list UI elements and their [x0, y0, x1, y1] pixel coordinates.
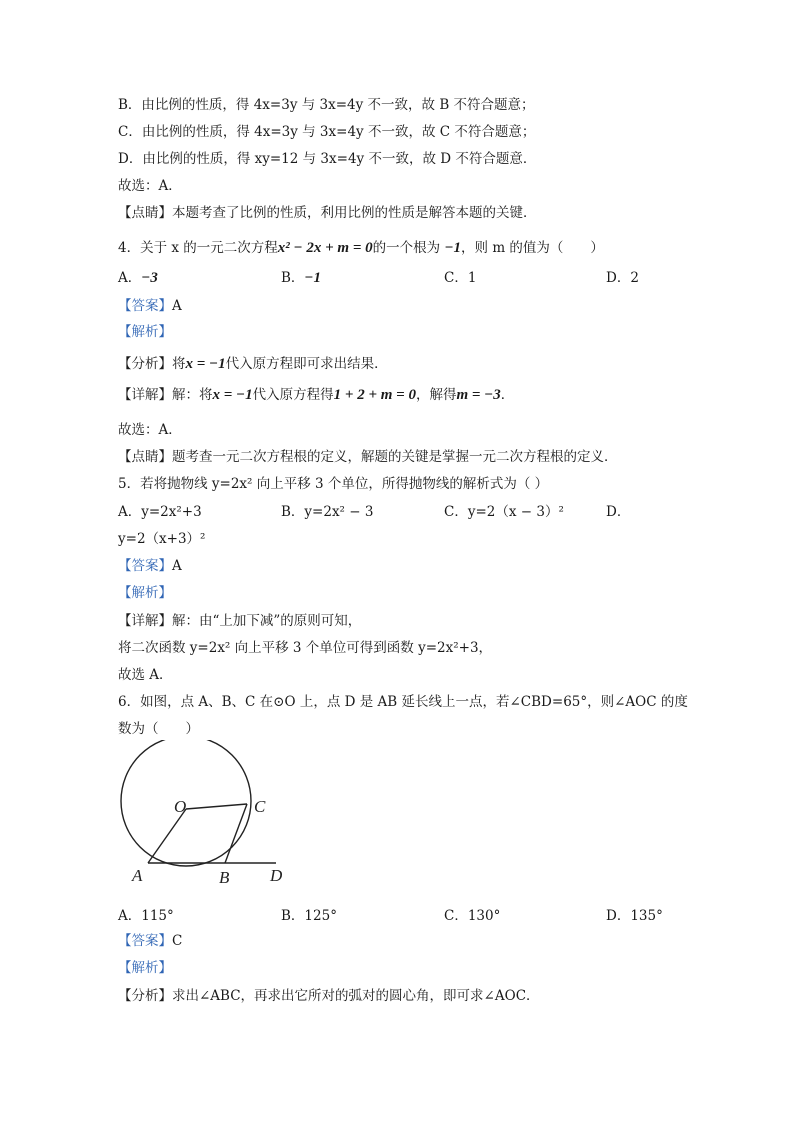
q5-xiangjie: 【详解】解：由“上加下减”的原则可知，	[118, 613, 362, 629]
q4-option-d: D．2	[606, 270, 639, 286]
q4-root: −1	[444, 240, 462, 256]
q4-equation: x² − 2x + m = 0	[277, 240, 373, 256]
circle-diagram	[110, 740, 310, 890]
q4-option-c: C．1	[444, 270, 477, 286]
q4-option-b: B．−1	[281, 270, 322, 286]
q5-answer: 【答案】A	[118, 558, 182, 574]
q4-choose: 故选：A．	[118, 422, 182, 438]
q4-fenxi: 【分析】将x = −1代入原方程即可求出结果．	[118, 356, 388, 372]
q4-option-a: A．−3	[118, 270, 158, 286]
q6-stem-line1: 6．如图，点 A、B、C 在⊙O 上，点 D 是 AB 延长线上一点，若∠CBD=65°，则∠AOC 的度	[118, 694, 688, 710]
segment-bc	[225, 804, 247, 863]
q5-option-d-value: y=2（x+3）²	[118, 531, 206, 547]
solution-line-d: D．由比例的性质，得 xy=12 与 3x=4y 不一致，故 D 不符合题意．	[118, 151, 537, 167]
q6-fenxi: 【分析】求出∠ABC，再求出它所对的弧对的圆心角，即可求∠AOC．	[118, 988, 540, 1004]
label-d: D	[270, 866, 283, 885]
segment-oc	[186, 804, 247, 809]
q4-xiangjie: 【详解】解：将x = −1代入原方程得1 + 2 + m = 0，解得m = −3．	[118, 387, 515, 403]
q4-answer: 【答案】A	[118, 298, 182, 314]
dianjing-line: 【点睛】本题考查了比例的性质，利用比例的性质是解答本题的关键．	[118, 205, 537, 221]
q6-answer: 【答案】C	[118, 933, 183, 949]
q5-option-c: C．y=2（x − 3）²	[444, 504, 564, 520]
q5-analysis-tag: 【解析】	[118, 585, 172, 601]
q6-option-d: D．135°	[606, 908, 663, 924]
label-c: C	[254, 797, 266, 816]
q4-dianjing: 【点睛】题考查一元二次方程根的定义，解题的关键是掌握一元二次方程根的定义．	[118, 449, 618, 465]
label-o: O	[174, 797, 187, 816]
q5-line2: 将二次函数 y=2x² 向上平移 3 个单位可得到函数 y=2x²+3，	[118, 640, 493, 656]
label-a: A	[132, 866, 143, 885]
q5-option-b: B．y=2x² − 3	[281, 504, 374, 520]
q5-choose: 故选 A．	[118, 667, 173, 683]
q6-option-c: C．130°	[444, 908, 501, 924]
segment-oa	[148, 809, 186, 863]
q6-analysis-tag: 【解析】	[118, 960, 172, 976]
q6-option-a: A．115°	[118, 908, 174, 924]
q4-stem: 4．关于 x 的一元二次方程x² − 2x + m = 0的一个根为 −1，则 m 的值为（ ）	[118, 240, 604, 256]
label-b: B	[219, 868, 230, 887]
q4-analysis-tag: 【解析】	[118, 324, 172, 340]
q6-option-b: B．125°	[281, 908, 337, 924]
q5-stem: 5．若将抛物线 y=2x² 向上平移 3 个单位，所得抛物线的解析式为（ ）	[118, 476, 549, 492]
q6-stem-line2: 数为（ ）	[118, 721, 199, 737]
q5-option-d: D．	[606, 504, 631, 520]
q5-option-a: A．y=2x²+3	[118, 504, 202, 520]
choose-line: 故选：A．	[118, 178, 182, 194]
solution-line-b: B．由比例的性质，得 4x=3y 与 3x=4y 不一致，故 B 不符合题意；	[118, 97, 535, 113]
solution-line-c: C．由比例的性质，得 4x=3y 与 3x=4y 不一致，故 C 不符合题意；	[118, 124, 536, 140]
